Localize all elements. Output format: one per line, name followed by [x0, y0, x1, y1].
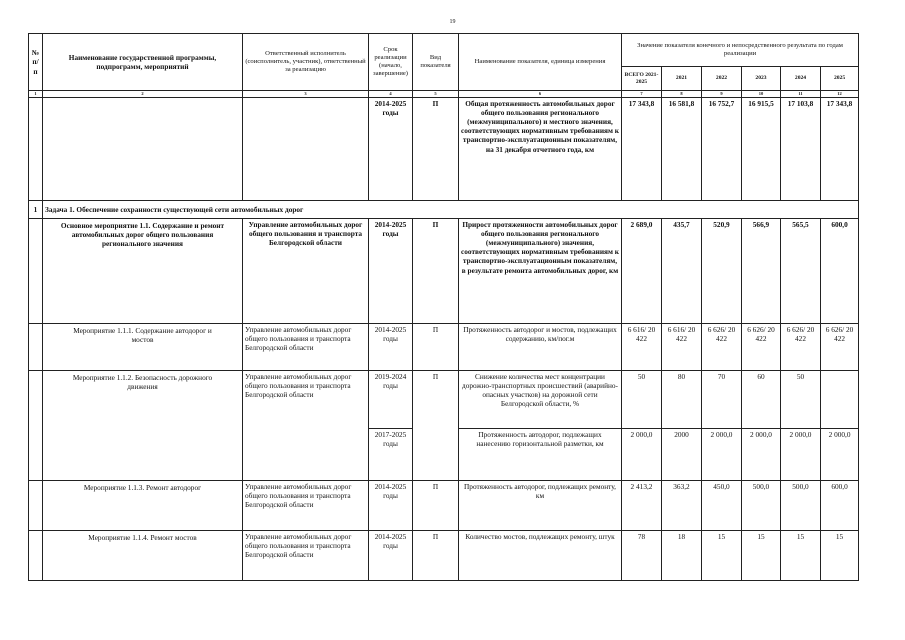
term-cell: 2014-2025 годы: [369, 531, 413, 581]
value-2022: 16 752,7: [702, 98, 742, 201]
type-cell: П: [413, 371, 459, 481]
header-executor: Ответственный исполнитель (соисполнитель, участник), ответственный за реализацию: [243, 34, 369, 91]
table-row-summary: [29, 98, 859, 201]
table-row-main-activity: [29, 219, 859, 324]
value-2021: 6 616/ 20 422: [662, 324, 702, 371]
program-table: [28, 33, 859, 581]
term-cell: 2014-2025 годы: [369, 98, 413, 201]
term-cell: 2014-2025 годы: [369, 324, 413, 371]
value-2021: 435,7: [662, 219, 702, 324]
indicator-cell: Протяженность автодорог, подлежащих нанесению горизонтальной разметки, км: [459, 429, 622, 481]
col-number: 3: [243, 91, 369, 98]
activity-name: Мероприятие 1.1.4. Ремонт мостов: [43, 531, 243, 581]
value-total: 17 343,8: [622, 98, 662, 201]
header-total: ВСЕГО 2021-2025: [622, 67, 662, 91]
value-2022: 15: [702, 531, 742, 581]
value-2023: 60: [742, 371, 781, 429]
task-row: [29, 201, 859, 219]
col-number: 2: [43, 91, 243, 98]
value-2022: 6 626/ 20 422: [702, 324, 742, 371]
value-2024: 15: [781, 531, 821, 581]
value-2022: 70: [702, 371, 742, 429]
header-no: № п/п: [29, 34, 43, 91]
header-indicator: Наименование показателя, единица измерения: [459, 34, 622, 91]
value-2024: 6 626/ 20 422: [781, 324, 821, 371]
value-2025: 15: [821, 531, 859, 581]
value-2022: 450,0: [702, 481, 742, 531]
value-2024: 500,0: [781, 481, 821, 531]
executor-cell: Управление автомобильных дорог общего пользования и транспорта Белгородской области: [243, 324, 369, 371]
type-cell: П: [413, 98, 459, 201]
value-2025: 600,0: [821, 219, 859, 324]
value-2024: 17 103,8: [781, 98, 821, 201]
value-2023: 6 626/ 20 422: [742, 324, 781, 371]
type-cell: П: [413, 324, 459, 371]
term-cell: 2014-2025 годы: [369, 219, 413, 324]
value-total: 2 413,2: [622, 481, 662, 531]
indicator-cell: Протяженность автодорог, подлежащих ремонту, км: [459, 481, 622, 531]
table-row: [29, 371, 859, 429]
header-type: Вид показателя: [413, 34, 459, 91]
value-2023: 15: [742, 531, 781, 581]
value-2024: 50: [781, 371, 821, 429]
header-year-2021: 2021: [662, 67, 702, 91]
col-number: 10: [742, 91, 781, 98]
value-2025: 2 000,0: [821, 429, 859, 481]
value-2025: 600,0: [821, 481, 859, 531]
header-term: Срок реализации (начало, завершение): [369, 34, 413, 91]
indicator-cell: Количество мостов, подлежащих ремонту, штук: [459, 531, 622, 581]
table-row: [29, 531, 859, 581]
type-cell: П: [413, 481, 459, 531]
term-cell: 2017-2025 годы: [369, 429, 413, 481]
value-2023: 566,9: [742, 219, 781, 324]
value-total: 2 000,0: [622, 429, 662, 481]
indicator-cell: Протяженность автодорог и мостов, подлежащих содержанию, км/пог.м: [459, 324, 622, 371]
value-2023: 16 915,5: [742, 98, 781, 201]
col-number: 11: [781, 91, 821, 98]
value-total: 50: [622, 371, 662, 429]
activity-name: Основное мероприятие 1.1. Содержание и ремонт автомобильных дорог общего пользования регионального значения: [43, 219, 243, 324]
page-number: 19: [449, 19, 456, 25]
term-cell: 2014-2025 годы: [369, 481, 413, 531]
table-row: [29, 481, 859, 531]
executor-cell: Управление автомобильных дорог общего пользования и транспорта Белгородской области: [243, 481, 369, 531]
value-total: 6 616/ 20 422: [622, 324, 662, 371]
value-2025: [821, 371, 859, 429]
executor-cell: Управление автомобильных дорог общего пользования и транспорта Белгородской области: [243, 371, 369, 481]
value-total: 2 689,0: [622, 219, 662, 324]
col-number: 8: [662, 91, 702, 98]
header-year-2025: 2025: [821, 67, 859, 91]
value-2023: 2 000,0: [742, 429, 781, 481]
value-2022: 520,9: [702, 219, 742, 324]
value-2024: 565,5: [781, 219, 821, 324]
value-total: 78: [622, 531, 662, 581]
value-2021: 80: [662, 371, 702, 429]
header-name: Наименование государственной программы, подпрограмм, мероприятий: [43, 34, 243, 91]
col-number: 7: [622, 91, 662, 98]
col-number: 12: [821, 91, 859, 98]
value-2021: 16 581,8: [662, 98, 702, 201]
col-number: 6: [459, 91, 622, 98]
task-title: Задача 1. Обеспечение сохранности существующей сети автомобильных дорог: [43, 201, 859, 219]
indicator-cell: Прирост протяженности автомобильных дорог общего пользования регионального (межмуниципального) значения, соответствующих нормативным требованиям к транспортно-эксплуатационным показателям, в результате ремонта автомобильных дорог, км: [459, 219, 622, 324]
type-cell: П: [413, 531, 459, 581]
value-2021: 18: [662, 531, 702, 581]
value-2022: 2 000,0: [702, 429, 742, 481]
col-number: 1: [29, 91, 43, 98]
header-year-2023: 2023: [742, 67, 781, 91]
value-2023: 500,0: [742, 481, 781, 531]
activity-name: Мероприятие 1.1.2. Безопасность дорожного движения: [43, 371, 243, 481]
executor-cell: Управление автомобильных дорог общего пользования и транспорта Белгородской области: [243, 531, 369, 581]
value-2025: 17 343,8: [821, 98, 859, 201]
executor-cell: Управление автомобильных дорог общего пользования и транспорта Белгородской области: [243, 219, 369, 324]
value-2025: 6 626/ 20 422: [821, 324, 859, 371]
activity-name: Мероприятие 1.1.3. Ремонт автодорог: [43, 481, 243, 531]
indicator-cell: Снижение количества мест концентрации дорожно-транспортных происшествий (аварийно-опасных участков) на дорожной сети Белгородской области, %: [459, 371, 622, 429]
indicator-cell: Общая протяженность автомобильных дорог общего пользования регионального (межмуниципального) и местного значения, соответствующих нормативным требованиям к транспортно-эксплуатационным показателям, на 31 декабря отчетного года, км: [459, 98, 622, 201]
value-2024: 2 000,0: [781, 429, 821, 481]
table-row: [29, 324, 859, 371]
term-cell: 2019-2024 годы: [369, 371, 413, 429]
col-number: 4: [369, 91, 413, 98]
value-2021: 2000: [662, 429, 702, 481]
header-values-group: Значение показателя конечного и непосредственного результата по годам реализации: [622, 34, 859, 67]
column-number-row: [29, 91, 859, 98]
type-cell: П: [413, 219, 459, 324]
activity-name: Мероприятие 1.1.1. Содержание автодорог и мостов: [43, 324, 243, 371]
task-number: 1: [29, 201, 43, 219]
col-number: 9: [702, 91, 742, 98]
value-2021: 363,2: [662, 481, 702, 531]
header-year-2024: 2024: [781, 67, 821, 91]
header-year-2022: 2022: [702, 67, 742, 91]
col-number: 5: [413, 91, 459, 98]
